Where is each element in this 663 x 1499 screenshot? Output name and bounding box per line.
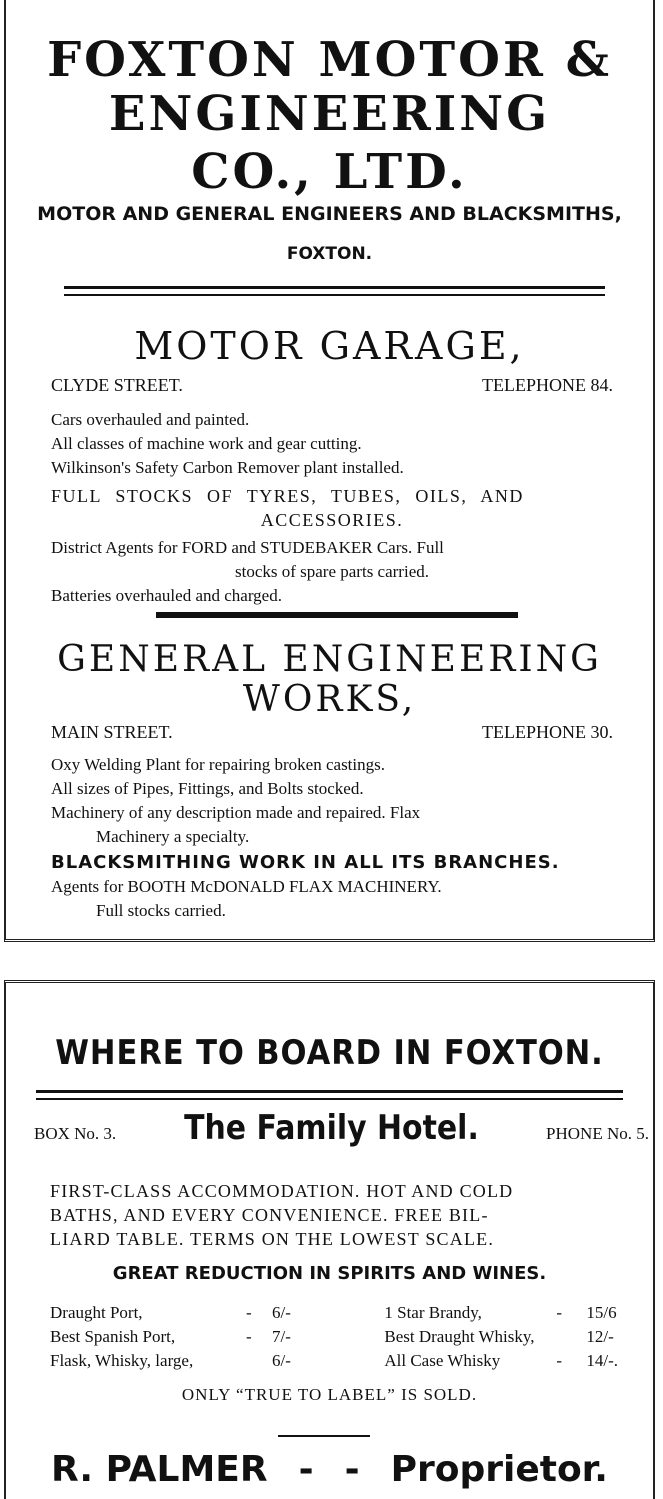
- garage-agents-line: District Agents for FORD and STUDEBAKER Cars. Full: [51, 538, 444, 557]
- works-address: MAIN STREET.: [51, 722, 173, 742]
- hotel-description-line: LIARD TABLE. TERMS ON THE LOWEST SCALE.: [50, 1229, 495, 1249]
- label-note: ONLY “TRUE TO LABEL” IS SOLD.: [181, 1385, 478, 1404]
- works-service-line: Oxy Welding Plant for repairing broken castings.: [51, 755, 385, 774]
- works-stocks-line: Full stocks carried.: [96, 901, 226, 920]
- works-heading-line1: GENERAL ENGINEERING: [57, 639, 602, 680]
- price-value: 6/-: [272, 1303, 291, 1322]
- garage-phone: TELEPHONE 84.: [482, 375, 613, 395]
- works-phone: TELEPHONE 30.: [482, 722, 613, 742]
- garage-stock-line-cont: ACCESSORIES.: [260, 510, 404, 530]
- price-value: 6/-: [272, 1351, 291, 1370]
- garage-batteries-line: Batteries overhauled and charged.: [51, 586, 282, 605]
- price-item: Draught Port,: [50, 1303, 143, 1322]
- garage-service-line: All classes of machine work and gear cutting.: [51, 434, 362, 453]
- hotel-description-line: FIRST-CLASS ACCOMMODATION. HOT AND COLD: [50, 1181, 514, 1201]
- garage-services: [51, 408, 613, 608]
- price-value: 15/6: [586, 1303, 617, 1322]
- garage-heading: MOTOR GARAGE,: [134, 324, 525, 368]
- hotel-description: [50, 1179, 613, 1251]
- works-agents-line: Agents for BOOTH McDONALD FLAX MACHINERY.: [51, 877, 442, 896]
- works-address-row: [51, 722, 613, 743]
- price-row: [384, 1325, 618, 1349]
- price-sep: -: [556, 1303, 563, 1322]
- hotel-headline: WHERE TO BOARD IN FOXTON.: [55, 1033, 604, 1073]
- price-value: 7/-: [272, 1327, 291, 1346]
- family-hotel-advertisement: [4, 980, 655, 1499]
- company-name-line2: ENGINEERING: [108, 86, 551, 142]
- company-town: FOXTON.: [286, 244, 373, 264]
- company-name-line1: FOXTON MOTOR &: [47, 32, 612, 88]
- short-divider: [278, 1435, 370, 1437]
- price-row: [384, 1301, 618, 1325]
- works-heading-line2: WORKS,: [242, 679, 417, 720]
- price-item: Best Draught Whisky,: [384, 1327, 535, 1346]
- works-service-line: All sizes of Pipes, Fittings, and Bolts stocked.: [51, 779, 364, 798]
- price-item: Best Spanish Port,: [50, 1327, 176, 1346]
- garage-address: CLYDE STREET.: [51, 375, 183, 395]
- works-service-line: Machinery of any description made and repaired. Flax: [51, 803, 421, 822]
- price-list: [50, 1301, 618, 1373]
- price-sep: [246, 1349, 272, 1373]
- proprietor-name: R. PALMER: [51, 1449, 268, 1490]
- proprietor-dash: -: [298, 1449, 314, 1490]
- price-item: All Case Whisky: [384, 1351, 501, 1370]
- garage-service-line: Cars overhauled and painted.: [51, 410, 250, 429]
- garage-agents-line-cont: stocks of spare parts carried.: [234, 562, 429, 581]
- price-row: [50, 1325, 291, 1349]
- price-row: [384, 1349, 618, 1373]
- price-sep: -: [556, 1351, 563, 1370]
- garage-address-row: [51, 375, 613, 396]
- section-divider-thick: [156, 612, 518, 618]
- price-row: [50, 1301, 291, 1325]
- hotel-phone-number: PHONE No. 5.: [546, 1124, 649, 1143]
- hotel-name: The Family Hotel.: [183, 1108, 479, 1148]
- garage-service-line: Wilkinson's Safety Carbon Remover plant installed.: [51, 458, 404, 477]
- section-divider: [64, 286, 605, 296]
- company-name-line3: CO., LTD.: [191, 144, 468, 200]
- garage-stock-line: FULL STOCKS OF TYRES, TUBES, OILS, AND: [51, 486, 524, 506]
- works-services: [51, 753, 613, 923]
- proprietor-title: Proprietor.: [390, 1449, 608, 1490]
- company-tagline: MOTOR AND GENERAL ENGINEERS AND BLACKSMITHS,: [37, 203, 622, 225]
- price-value: 14/-.: [586, 1351, 618, 1370]
- price-value: 12/-: [586, 1327, 614, 1346]
- price-row: [50, 1349, 291, 1373]
- proprietor-line: [51, 1449, 608, 1490]
- blacksmithing-line: BLACKSMITHING WORK IN ALL ITS BRANCHES.: [51, 852, 560, 873]
- reduction-notice: GREAT REDUCTION IN SPIRITS AND WINES.: [112, 1263, 547, 1284]
- price-sep: [556, 1325, 586, 1349]
- price-sep: -: [246, 1327, 252, 1346]
- price-list-right: [384, 1301, 618, 1373]
- proprietor-dash: -: [344, 1449, 360, 1490]
- price-sep: -: [246, 1303, 252, 1322]
- foxton-motor-advertisement: [4, 0, 655, 942]
- price-list-left: [50, 1301, 291, 1373]
- price-item: Flask, Whisky, large,: [50, 1351, 194, 1370]
- price-item: 1 Star Brandy,: [384, 1303, 482, 1322]
- hotel-description-line: BATHS, AND EVERY CONVENIENCE. FREE BIL-: [50, 1205, 489, 1225]
- works-service-line-cont: Machinery a specialty.: [96, 827, 250, 846]
- headline-divider: [36, 1090, 623, 1100]
- hotel-box-number: BOX No. 3.: [34, 1124, 117, 1143]
- hotel-name-row: [34, 1108, 649, 1148]
